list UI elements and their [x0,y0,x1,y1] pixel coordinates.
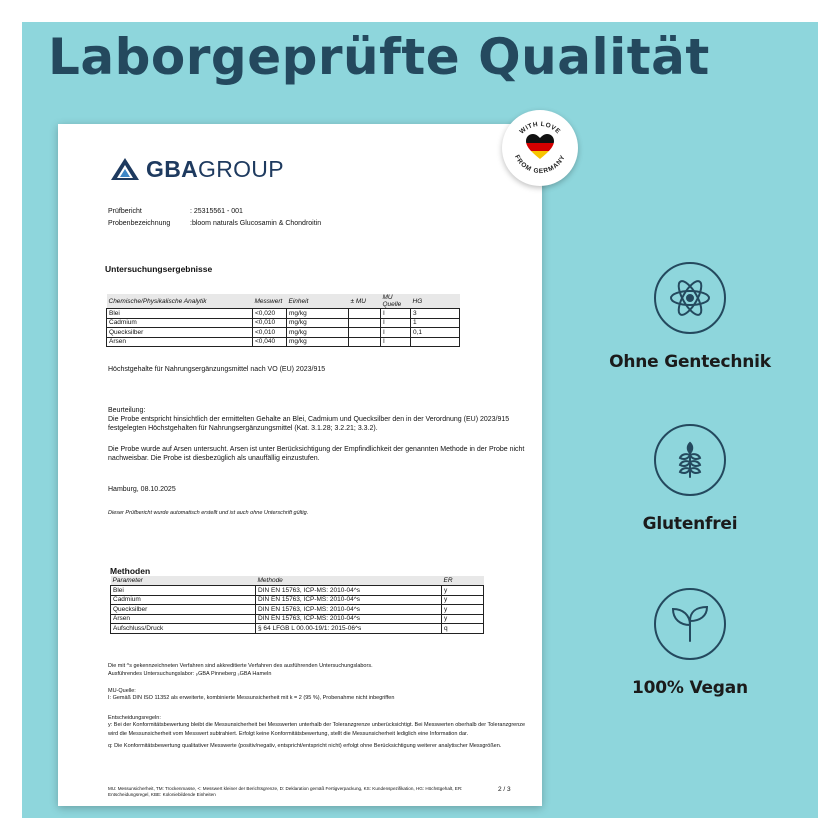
assessment-title: Beurteilung: [108,407,146,414]
feature-glutenfrei [590,424,790,534]
accredited-note: Die mit ^s gekennzeichneten Verfahren sind akkreditierte Verfahren des ausführenden Untersuchungslabors. [108,663,373,669]
table-row: Aufschluss/Druck § 64 LFGB L 00.00-19/1: 2015-06^s q [111,624,484,634]
germany-heart-icon [526,134,554,160]
table-row: Blei DIN EN 15763, ICP-MS: 2010-04^s y [111,586,484,596]
wheat-icon [654,424,726,496]
page-headline: Laborgeprüfte Qualität [48,28,710,86]
results-title: Untersuchungsergebnisse [105,264,213,274]
gba-group-logo [110,154,284,184]
decision-title: Entscheidungsregeln: [108,715,161,721]
limits-note: Höchstgehalte für Nahrungsergänzungsmittel nach VO (EU) 2023/915 [108,366,326,373]
badge-top-text: WITH LOVE [518,120,562,136]
feature-label: Glutenfrei [642,514,738,534]
place-date: Hamburg, 08.10.2025 [108,486,176,493]
table-row: Cadmium DIN EN 15763, ICP-MS: 2010-04^s y [111,595,484,605]
lab-report-document [58,124,542,806]
methods-title: Methoden [110,566,151,576]
feature-label: Ohne Gentechnik [609,352,771,372]
feature-100-vegan [590,588,790,698]
decision-q: q: Die Konformitätsbewertung qualitativer Messwerte (positiv/negativ, entspricht/entspricht nicht) erfolgt ohne Berücksichtigung weiterer analytischer Messgrößen. [108,743,502,749]
logo-rest: GROUP [198,155,284,182]
leaf-sprout-icon [654,588,726,660]
methods-table: Parameter Methode ER Blei DIN EN 15763, ICP-MS: 2010-04^s y Cadmium DIN EN 15763, ICP-MS: 2010-04^s y Quecksilber DIN EN 15763, ICP-MS: 2010-04^s y Arsen DIN EN 15763, ICP-MS: 2010-04^s y Aufschluss/Druck § 64 LFGB L 00.00-19/1: 2015-06^s q [110,576,484,634]
table-row: Quecksilber DIN EN 15763, ICP-MS: 2010-04^s y [111,605,484,615]
feature-label: 100% Vegan [632,678,748,698]
logo-bold: GBA [146,155,199,182]
sample-name-row: Probenbezeichnung :bloom naturals Glucosamin & Chondroitin [108,220,322,227]
page-number: 2 / 3 [498,786,511,793]
footer-legend: MU: Messunsicherheit, TM: Trockenmasse, <: Messwert kleiner der Berichtsgrenze, D: Deklaration gemäß Fertigverpackung, KS: Kundenspezifikation, HG: Höchstgehalt, ER: Entscheidungsregel, KBE: Koloniebildende Einheiten [108,786,463,797]
badge-bottom-text: FROM GERMANY [513,153,567,176]
table-row: Blei <0,020 mg/kg I 3 [107,309,460,319]
report-number-row: Prüfbericht : 25315561 - 001 [108,208,243,215]
assessment-paragraph-1: Die Probe entspricht hinsichtlich der ermittelten Gehalte an Blei, Cadmium und Quecksilber den in der Verordnung (EU) 2023/915 festgelegten Höchstgehalten für Nahrungsergänzungsmittel (Kat. 3.1.28; 3.2.21; 3.3.2). [108,416,510,432]
assessment-paragraph-2: Die Probe wurde auf Arsen untersucht. Arsen ist unter Berücksichtigung der Empfindlichkeit der genannten Methode in der Probe nicht nachweisbar. Die Probe ist diesbezüglich als unauffällig einzustufen. [108,446,525,462]
table-row: Cadmium <0,010 mg/kg I 1 [107,318,460,328]
results-table: Chemische/Physikalische Analytik Messwert Einheit ± MU MU Quelle HG Blei <0,020 mg/kg I 3 Cadmium <0,010 mg/kg I 1 Quecksilber <0,010 mg/kg I 0,1 Arsen <0,040 mg/kg I [106,294,460,347]
auto-note: Dieser Prüfbericht wurde automatisch erstellt und ist auch ohne Unterschrift gültig. [108,510,309,516]
table-row: Quecksilber <0,010 mg/kg I 0,1 [107,328,460,338]
atom-icon [654,262,726,334]
with-love-from-germany-badge [502,110,578,186]
mu-title: MU-Quelle: [108,688,136,694]
table-row: Arsen <0,040 mg/kg I [107,337,460,347]
decision-y: y: Bei der Konformitätsbewertung bleibt die Messunsicherheit bei Messwerten unterhalb der Toleranzgrenze unberücksichtigt. Bei Messwerten oberhalb der Toleranzgrenze wird die Messunsicherheit vom Messwert subtrahiert. Erfolgt keine Konformitätsbewertung, stellt die Messunsicherheit lediglich eine Information dar. [108,722,526,737]
labs-note: Ausführendes Untersuchungslabor: ₚGBA Pinneberg ₛGBA Hameln [108,671,272,677]
gba-triangle-icon [110,157,140,181]
feature-ohne-gentechnik [590,262,790,372]
mu-text: I: Gemäß DIN ISO 11352 als erweiterte, kombinierte Messunsicherheit mit k = 2 (95 %), Probenahme nicht inbegriffen [108,695,395,701]
table-row: Arsen DIN EN 15763, ICP-MS: 2010-04^s y [111,614,484,624]
